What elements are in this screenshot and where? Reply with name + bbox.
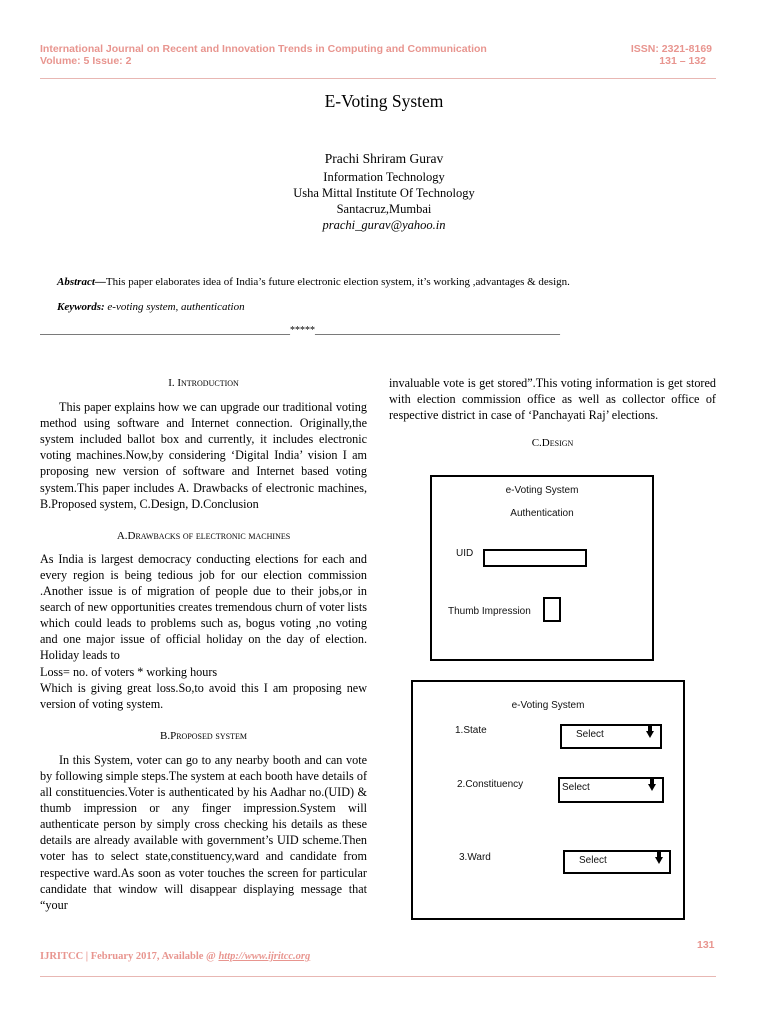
fig1-uid-label: UID bbox=[456, 548, 474, 559]
page-number: 131 bbox=[697, 939, 715, 951]
section-separator: __________________________________________________*****_________________________________________________ bbox=[40, 325, 560, 336]
header-divider bbox=[40, 78, 716, 79]
keywords bbox=[57, 300, 717, 314]
volume-issue: Volume: 5 Issue: 2 bbox=[40, 55, 132, 67]
drawbacks-paragraph-2: Which is giving great loss.So,to avoid this I am proposing new version of voting system. bbox=[40, 680, 367, 711]
chevron-down-icon bbox=[655, 857, 663, 864]
uid-input[interactable] bbox=[483, 549, 587, 567]
proposed-heading: B.Proposed system bbox=[160, 729, 247, 742]
keywords-label: Keywords: bbox=[57, 301, 105, 313]
abstract bbox=[57, 275, 717, 289]
constituency-select[interactable] bbox=[558, 777, 664, 803]
figure-selection bbox=[411, 680, 685, 920]
drawbacks-paragraph: As India is largest democracy conducting elections for each and every region is being tedious job for our election commission .Another issue is of migration of people due to their jobs,or in search of new opportunities creates tremendous churn of voter lists which could leads to problems such as, bogus voting ,no voting and one major issue of official holiday on the day of election. Holiday leads to bbox=[40, 551, 367, 663]
author-email[interactable]: prachi_gurav@yahoo.in bbox=[322, 218, 446, 232]
paper-title: E-Voting System bbox=[324, 91, 444, 111]
author-dept: Information Technology bbox=[323, 170, 445, 184]
continued-paragraph: invaluable vote is get stored”.This voting information is get stored with election commission office as well as collector office of respective district in case of ‘Panchayati Raj’ elections. bbox=[389, 376, 716, 423]
ward-label: 3.Ward bbox=[459, 852, 491, 863]
chevron-down-icon bbox=[646, 731, 654, 738]
issn: ISSN: 2321-8169 bbox=[630, 43, 712, 55]
footer-text: IJRITCC | February 2017, Available @ http://www.ijritcc.org bbox=[40, 951, 311, 962]
journal-link[interactable]: http://www.ijritcc.org bbox=[218, 951, 311, 962]
ward-select-value: Select bbox=[579, 855, 607, 866]
state-select[interactable] bbox=[560, 724, 662, 749]
keywords-text: e-voting system, authentication bbox=[104, 301, 245, 313]
proposed-paragraph: In this System, voter can go to any nearby booth and can vote by following simple steps.The system at each booth have details of all constituencies.Voter is authenticated by his Aadhar no.(UID) & thumb impression or any finger impression.System will authenticate person by simply cross checking his details as these details are already available with government’s UID scheme.Then voter has to select state,constituency,ward and candidate from respective ward.As soon as voter touches the screen for particular candidate that window will disappear displaying message that “your bbox=[40, 752, 367, 912]
ward-select[interactable] bbox=[563, 850, 671, 874]
intro-heading: I. Introduction bbox=[168, 377, 239, 389]
figure-authentication bbox=[430, 475, 654, 661]
thumb-impression-box[interactable] bbox=[543, 597, 561, 622]
drawbacks-heading: A.Drawbacks of electronic machines bbox=[116, 529, 291, 542]
fig1-title: e-Voting System bbox=[505, 485, 579, 496]
author-name: Prachi Shriram Gurav bbox=[324, 151, 444, 166]
constituency-label: 2.Constituency bbox=[457, 779, 524, 790]
state-select-value: Select bbox=[576, 729, 604, 740]
chevron-down-icon bbox=[648, 784, 656, 791]
loss-formula: Loss= no. of voters * working hours bbox=[40, 664, 218, 679]
design-heading: C.Design bbox=[531, 437, 574, 450]
state-label: 1.State bbox=[455, 725, 487, 736]
fig1-subtitle: Authentication bbox=[510, 508, 574, 519]
fig1-thumb-label: Thumb Impression bbox=[448, 606, 531, 617]
footer-divider bbox=[40, 976, 716, 977]
abstract-text: This paper elaborates idea of India’s future electronic election system, it’s working ,advantages & design. bbox=[105, 276, 570, 288]
author-institute: Usha Mittal Institute Of Technology bbox=[293, 186, 475, 200]
page-range: 131 – 132 bbox=[659, 55, 706, 67]
right-column bbox=[389, 375, 716, 451]
journal-name: International Journal on Recent and Innovation Trends in Computing and Communication bbox=[40, 43, 487, 55]
intro-paragraph: This paper explains how we can upgrade our traditional voting method using software and Internet connection. Originally,the system included ballot box and currently, it includes electronic voting machines.Now,by considering ‘Digital India’ vision I am proposing new version of software and Internet based voting system.This paper includes A. Drawbacks of electronic machines, B.Proposed system, C.Design, D.Conclusion bbox=[40, 400, 367, 511]
constituency-select-value: Select bbox=[562, 782, 590, 793]
author-location: Santacruz,Mumbai bbox=[336, 202, 432, 216]
fig2-title: e-Voting System bbox=[511, 700, 585, 711]
left-column bbox=[40, 375, 367, 913]
abstract-label: Abstract— bbox=[57, 276, 106, 288]
